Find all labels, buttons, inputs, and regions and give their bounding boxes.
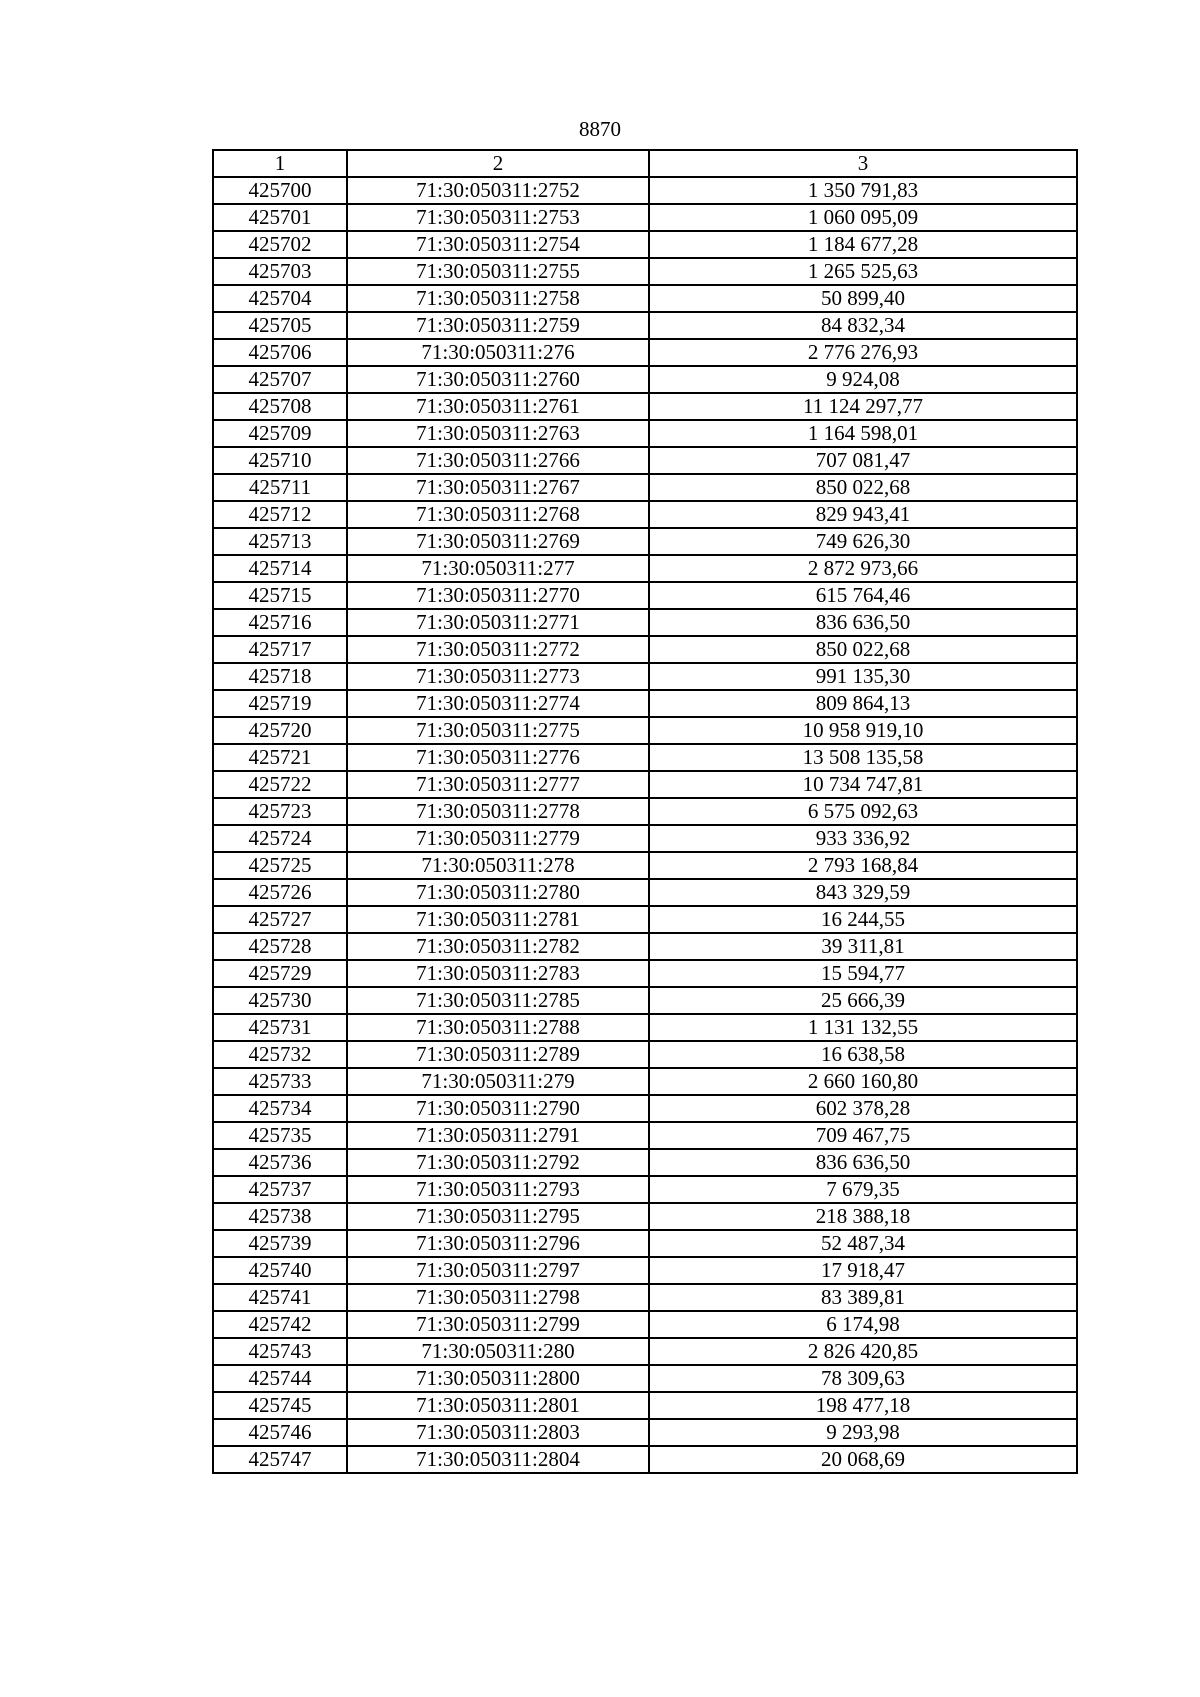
value-cell: 11 124 297,77 (649, 393, 1077, 420)
cadastral-number-cell: 71:30:050311:2779 (347, 825, 649, 852)
cadastral-number-cell: 71:30:050311:2761 (347, 393, 649, 420)
cadastral-number-cell: 71:30:050311:2797 (347, 1257, 649, 1284)
value-cell: 1 060 095,09 (649, 204, 1077, 231)
record-number-cell: 425719 (213, 690, 347, 717)
table-row (213, 1095, 1077, 1122)
value-cell: 933 336,92 (649, 825, 1077, 852)
value-cell: 602 378,28 (649, 1095, 1077, 1122)
cadastral-number-cell: 71:30:050311:2781 (347, 906, 649, 933)
cadastral-number-cell: 71:30:050311:278 (347, 852, 649, 879)
cadastral-number-cell: 71:30:050311:2804 (347, 1446, 649, 1473)
cadastral-number-cell: 71:30:050311:2801 (347, 1392, 649, 1419)
record-number-cell: 425713 (213, 528, 347, 555)
cadastral-number-cell: 71:30:050311:2760 (347, 366, 649, 393)
record-number-cell: 425731 (213, 1014, 347, 1041)
record-number-cell: 425725 (213, 852, 347, 879)
cadastral-number-cell: 71:30:050311:2768 (347, 501, 649, 528)
column-header-1: 1 (213, 150, 347, 177)
table-row (213, 852, 1077, 879)
table-row (213, 1014, 1077, 1041)
value-cell: 16 244,55 (649, 906, 1077, 933)
record-number-cell: 425743 (213, 1338, 347, 1365)
record-number-cell: 425737 (213, 1176, 347, 1203)
table-row (213, 231, 1077, 258)
value-cell: 16 638,58 (649, 1041, 1077, 1068)
table-row (213, 1149, 1077, 1176)
table-row (213, 1338, 1077, 1365)
cadastral-number-cell: 71:30:050311:2770 (347, 582, 649, 609)
table-row (213, 312, 1077, 339)
cadastral-number-cell: 71:30:050311:2791 (347, 1122, 649, 1149)
record-number-cell: 425745 (213, 1392, 347, 1419)
cadastral-number-cell: 71:30:050311:2796 (347, 1230, 649, 1257)
cadastral-number-cell: 71:30:050311:2771 (347, 609, 649, 636)
value-cell: 836 636,50 (649, 1149, 1077, 1176)
table-row (213, 339, 1077, 366)
record-number-cell: 425711 (213, 474, 347, 501)
value-cell: 615 764,46 (649, 582, 1077, 609)
value-cell: 1 164 598,01 (649, 420, 1077, 447)
value-cell: 9 293,98 (649, 1419, 1077, 1446)
record-number-cell: 425723 (213, 798, 347, 825)
table-row (213, 771, 1077, 798)
table-row (213, 1122, 1077, 1149)
table-row (213, 825, 1077, 852)
record-number-cell: 425712 (213, 501, 347, 528)
value-cell: 829 943,41 (649, 501, 1077, 528)
table-row (213, 1392, 1077, 1419)
record-number-cell: 425726 (213, 879, 347, 906)
table-row (213, 987, 1077, 1014)
data-table (212, 149, 1078, 1474)
cadastral-number-cell: 71:30:050311:2777 (347, 771, 649, 798)
record-number-cell: 425714 (213, 555, 347, 582)
cadastral-number-cell: 71:30:050311:2763 (347, 420, 649, 447)
record-number-cell: 425732 (213, 1041, 347, 1068)
value-cell: 709 467,75 (649, 1122, 1077, 1149)
record-number-cell: 425742 (213, 1311, 347, 1338)
cadastral-number-cell: 71:30:050311:2789 (347, 1041, 649, 1068)
cadastral-number-cell: 71:30:050311:277 (347, 555, 649, 582)
record-number-cell: 425707 (213, 366, 347, 393)
table-row (213, 1284, 1077, 1311)
record-number-cell: 425740 (213, 1257, 347, 1284)
record-number-cell: 425709 (213, 420, 347, 447)
record-number-cell: 425739 (213, 1230, 347, 1257)
value-cell: 843 329,59 (649, 879, 1077, 906)
table-row (213, 960, 1077, 987)
record-number-cell: 425728 (213, 933, 347, 960)
record-number-cell: 425701 (213, 204, 347, 231)
table-row (213, 1230, 1077, 1257)
cadastral-number-cell: 71:30:050311:2803 (347, 1419, 649, 1446)
value-cell: 39 311,81 (649, 933, 1077, 960)
cadastral-number-cell: 71:30:050311:2792 (347, 1149, 649, 1176)
value-cell: 218 388,18 (649, 1203, 1077, 1230)
value-cell: 20 068,69 (649, 1446, 1077, 1473)
record-number-cell: 425702 (213, 231, 347, 258)
cadastral-number-cell: 71:30:050311:2795 (347, 1203, 649, 1230)
value-cell: 850 022,68 (649, 474, 1077, 501)
page-number: 8870 (579, 117, 621, 141)
table-row (213, 1068, 1077, 1095)
record-number-cell: 425720 (213, 717, 347, 744)
cadastral-number-cell: 71:30:050311:2776 (347, 744, 649, 771)
record-number-cell: 425736 (213, 1149, 347, 1176)
value-cell: 84 832,34 (649, 312, 1077, 339)
table-row (213, 933, 1077, 960)
table-row (213, 528, 1077, 555)
value-cell: 749 626,30 (649, 528, 1077, 555)
record-number-cell: 425735 (213, 1122, 347, 1149)
cadastral-number-cell: 71:30:050311:2783 (347, 960, 649, 987)
record-number-cell: 425710 (213, 447, 347, 474)
cadastral-number-cell: 71:30:050311:2773 (347, 663, 649, 690)
record-number-cell: 425715 (213, 582, 347, 609)
cadastral-number-cell: 71:30:050311:2778 (347, 798, 649, 825)
cadastral-number-cell: 71:30:050311:2785 (347, 987, 649, 1014)
record-number-cell: 425717 (213, 636, 347, 663)
table-row (213, 366, 1077, 393)
value-cell: 52 487,34 (649, 1230, 1077, 1257)
value-cell: 78 309,63 (649, 1365, 1077, 1392)
record-number-cell: 425746 (213, 1419, 347, 1446)
value-cell: 6 174,98 (649, 1311, 1077, 1338)
cadastral-number-cell: 71:30:050311:2769 (347, 528, 649, 555)
table-row (213, 636, 1077, 663)
cadastral-number-cell: 71:30:050311:2790 (347, 1095, 649, 1122)
record-number-cell: 425700 (213, 177, 347, 204)
cadastral-number-cell: 71:30:050311:276 (347, 339, 649, 366)
cadastral-number-cell: 71:30:050311:2800 (347, 1365, 649, 1392)
cadastral-number-cell: 71:30:050311:2755 (347, 258, 649, 285)
record-number-cell: 425722 (213, 771, 347, 798)
value-cell: 1 350 791,83 (649, 177, 1077, 204)
table-row (213, 717, 1077, 744)
table-row (213, 555, 1077, 582)
record-number-cell: 425727 (213, 906, 347, 933)
record-number-cell: 425716 (213, 609, 347, 636)
table-row (213, 177, 1077, 204)
cadastral-number-cell: 71:30:050311:2782 (347, 933, 649, 960)
table-row (213, 609, 1077, 636)
record-number-cell: 425705 (213, 312, 347, 339)
cadastral-number-cell: 71:30:050311:279 (347, 1068, 649, 1095)
table-row (213, 906, 1077, 933)
table-row (213, 474, 1077, 501)
cadastral-number-cell: 71:30:050311:2774 (347, 690, 649, 717)
value-cell: 991 135,30 (649, 663, 1077, 690)
cadastral-number-cell: 71:30:050311:2788 (347, 1014, 649, 1041)
record-number-cell: 425708 (213, 393, 347, 420)
value-cell: 10 958 919,10 (649, 717, 1077, 744)
table-row (213, 582, 1077, 609)
cadastral-number-cell: 71:30:050311:2752 (347, 177, 649, 204)
table-row (213, 798, 1077, 825)
value-cell: 13 508 135,58 (649, 744, 1077, 771)
table-row (213, 663, 1077, 690)
value-cell: 2 793 168,84 (649, 852, 1077, 879)
table-row (213, 879, 1077, 906)
cadastral-number-cell: 71:30:050311:280 (347, 1338, 649, 1365)
value-cell: 1 131 132,55 (649, 1014, 1077, 1041)
value-cell: 1 265 525,63 (649, 258, 1077, 285)
table-row (213, 204, 1077, 231)
cadastral-number-cell: 71:30:050311:2759 (347, 312, 649, 339)
record-number-cell: 425733 (213, 1068, 347, 1095)
cadastral-number-cell: 71:30:050311:2766 (347, 447, 649, 474)
table-row (213, 501, 1077, 528)
cadastral-number-cell: 71:30:050311:2799 (347, 1311, 649, 1338)
value-cell: 809 864,13 (649, 690, 1077, 717)
value-cell: 850 022,68 (649, 636, 1077, 663)
value-cell: 2 872 973,66 (649, 555, 1077, 582)
record-number-cell: 425747 (213, 1446, 347, 1473)
table-body (213, 177, 1077, 1473)
value-cell: 6 575 092,63 (649, 798, 1077, 825)
table-row (213, 1365, 1077, 1392)
value-cell: 50 899,40 (649, 285, 1077, 312)
record-number-cell: 425718 (213, 663, 347, 690)
value-cell: 10 734 747,81 (649, 771, 1077, 798)
cadastral-number-cell: 71:30:050311:2798 (347, 1284, 649, 1311)
cadastral-number-cell: 71:30:050311:2780 (347, 879, 649, 906)
value-cell: 17 918,47 (649, 1257, 1077, 1284)
record-number-cell: 425704 (213, 285, 347, 312)
value-cell: 9 924,08 (649, 366, 1077, 393)
table-row (213, 1419, 1077, 1446)
table-row (213, 393, 1077, 420)
record-number-cell: 425724 (213, 825, 347, 852)
table-row (213, 258, 1077, 285)
value-cell: 2 826 420,85 (649, 1338, 1077, 1365)
table-row (213, 420, 1077, 447)
cadastral-number-cell: 71:30:050311:2754 (347, 231, 649, 258)
record-number-cell: 425734 (213, 1095, 347, 1122)
record-number-cell: 425730 (213, 987, 347, 1014)
record-number-cell: 425738 (213, 1203, 347, 1230)
value-cell: 2 776 276,93 (649, 339, 1077, 366)
table-row (213, 285, 1077, 312)
record-number-cell: 425744 (213, 1365, 347, 1392)
cadastral-number-cell: 71:30:050311:2793 (347, 1176, 649, 1203)
table-row (213, 447, 1077, 474)
record-number-cell: 425721 (213, 744, 347, 771)
table-row (213, 690, 1077, 717)
record-number-cell: 425741 (213, 1284, 347, 1311)
table-row (213, 1041, 1077, 1068)
table-row (213, 1176, 1077, 1203)
value-cell: 25 666,39 (649, 987, 1077, 1014)
cadastral-number-cell: 71:30:050311:2767 (347, 474, 649, 501)
column-header-3: 3 (649, 150, 1077, 177)
cadastral-number-cell: 71:30:050311:2775 (347, 717, 649, 744)
record-number-cell: 425729 (213, 960, 347, 987)
value-cell: 7 679,35 (649, 1176, 1077, 1203)
table-row (213, 744, 1077, 771)
value-cell: 1 184 677,28 (649, 231, 1077, 258)
value-cell: 83 389,81 (649, 1284, 1077, 1311)
table-row (213, 1311, 1077, 1338)
value-cell: 707 081,47 (649, 447, 1077, 474)
value-cell: 2 660 160,80 (649, 1068, 1077, 1095)
cadastral-number-cell: 71:30:050311:2772 (347, 636, 649, 663)
record-number-cell: 425706 (213, 339, 347, 366)
table-row (213, 1203, 1077, 1230)
table-header-row (213, 150, 1077, 177)
value-cell: 15 594,77 (649, 960, 1077, 987)
table-row (213, 1446, 1077, 1473)
value-cell: 836 636,50 (649, 609, 1077, 636)
table-row (213, 1257, 1077, 1284)
cadastral-number-cell: 71:30:050311:2758 (347, 285, 649, 312)
record-number-cell: 425703 (213, 258, 347, 285)
cadastral-number-cell: 71:30:050311:2753 (347, 204, 649, 231)
value-cell: 198 477,18 (649, 1392, 1077, 1419)
column-header-2: 2 (347, 150, 649, 177)
